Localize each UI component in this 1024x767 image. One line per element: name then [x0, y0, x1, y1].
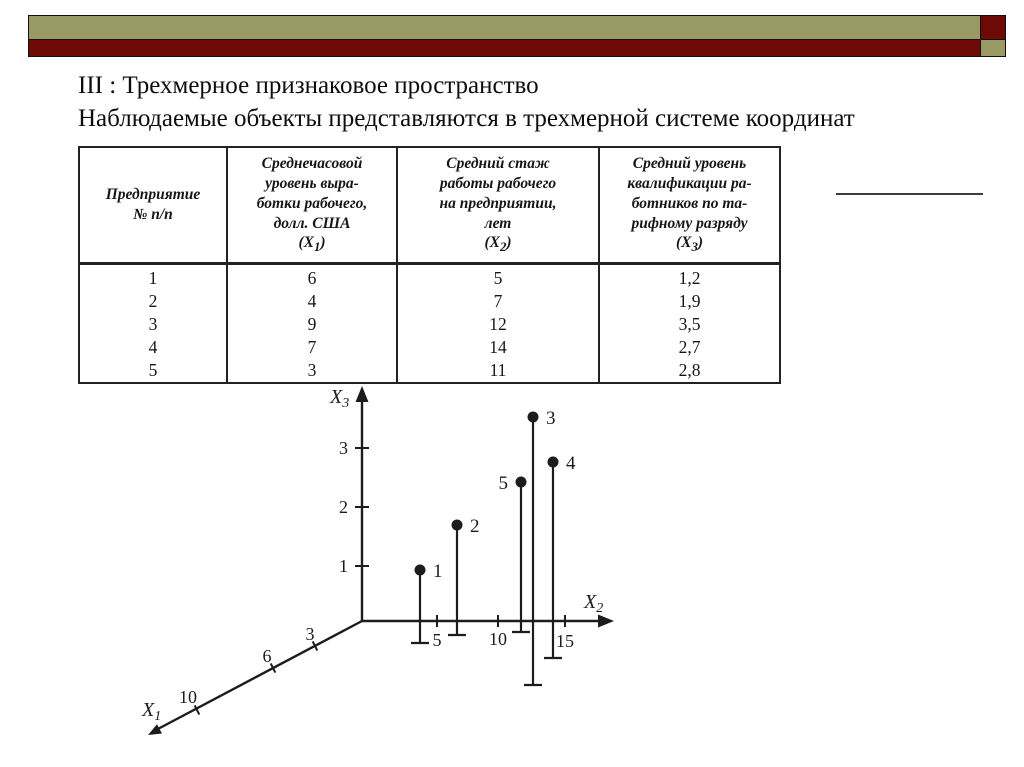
table-cell: 3,5: [599, 313, 780, 336]
column-header-1: Предприятие № п/п: [79, 147, 227, 264]
table-cell: 3: [79, 313, 227, 336]
x1-axis-line: [156, 621, 362, 730]
x2-axis-label: $X_2$: [584, 591, 604, 616]
x3-axis-label: $X_3$: [330, 386, 350, 411]
table-cell: 4: [79, 336, 227, 359]
table-cell: 12: [397, 313, 599, 336]
table-cell: 1,9: [599, 290, 780, 313]
x3-tick-label: 3: [339, 438, 348, 458]
x1-axis-label: $X_1$: [142, 699, 162, 724]
column-variable: $(X_2)$: [484, 234, 512, 255]
table-cell: 4: [227, 290, 397, 313]
point-label-2: 2: [470, 516, 480, 537]
point-dot-4: [548, 457, 559, 468]
table-cell: 14: [397, 336, 599, 359]
point-label-5: 5: [498, 473, 508, 494]
table-cell: 2,8: [599, 359, 780, 383]
table-cell: 2,7: [599, 336, 780, 359]
x1-tick-label: 3: [305, 624, 315, 644]
title-line-2: Наблюдаемые объекты представляются в трехмерной системе координат: [78, 105, 855, 132]
point-label-1: 1: [433, 561, 443, 582]
x1-tick-label: 10: [179, 687, 197, 707]
point-label-3: 3: [546, 408, 556, 429]
table-cell: 11: [397, 359, 599, 383]
x2-tick-label: 10: [489, 629, 507, 649]
x3-axis-arrowhead: [356, 386, 369, 402]
table-cell: 5: [397, 264, 599, 291]
point-label-4: 4: [566, 453, 576, 474]
point-dot-5: [516, 477, 527, 488]
x3-tick-label: 2: [339, 497, 348, 517]
x2-axis-arrowhead: [598, 615, 614, 628]
x1-tick-label: 6: [262, 646, 272, 666]
table-cell: 2: [79, 290, 227, 313]
title-line-1: III : Трехмерное признаковое пространство: [78, 72, 539, 99]
column-header-4: Средний уровень квалификации ра- ботников по та- рифному разряду $(X_3)$: [599, 147, 780, 264]
table-cell: 1,2: [599, 264, 780, 291]
table-cell: 7: [227, 336, 397, 359]
column-header-3: Средний стаж работы рабочего на предприятии, лет $(X_2)$: [397, 147, 599, 264]
x2-tick-label: 5: [432, 630, 442, 650]
table-cell: 9: [227, 313, 397, 336]
x1-axis-arrowhead: [148, 724, 162, 735]
table-cell: 1: [79, 264, 227, 291]
table-cell: 6: [227, 264, 397, 291]
point-dot-3: [528, 412, 539, 423]
point-dot-1: [415, 565, 426, 576]
table-cell: 3: [227, 359, 397, 383]
x3-tick-label: 1: [339, 556, 348, 576]
point-dot-2: [452, 520, 463, 531]
x2-tick-label: 15: [556, 631, 574, 651]
column-variable: $(X_3)$: [675, 234, 704, 255]
column-variable: $(X_1)$: [298, 234, 326, 255]
column-header-2: Среднечасовой уровень выра- ботки рабочего, долл. США $(X_1)$: [227, 147, 397, 264]
table-cell: 7: [397, 290, 599, 313]
table-cell: 5: [79, 359, 227, 383]
